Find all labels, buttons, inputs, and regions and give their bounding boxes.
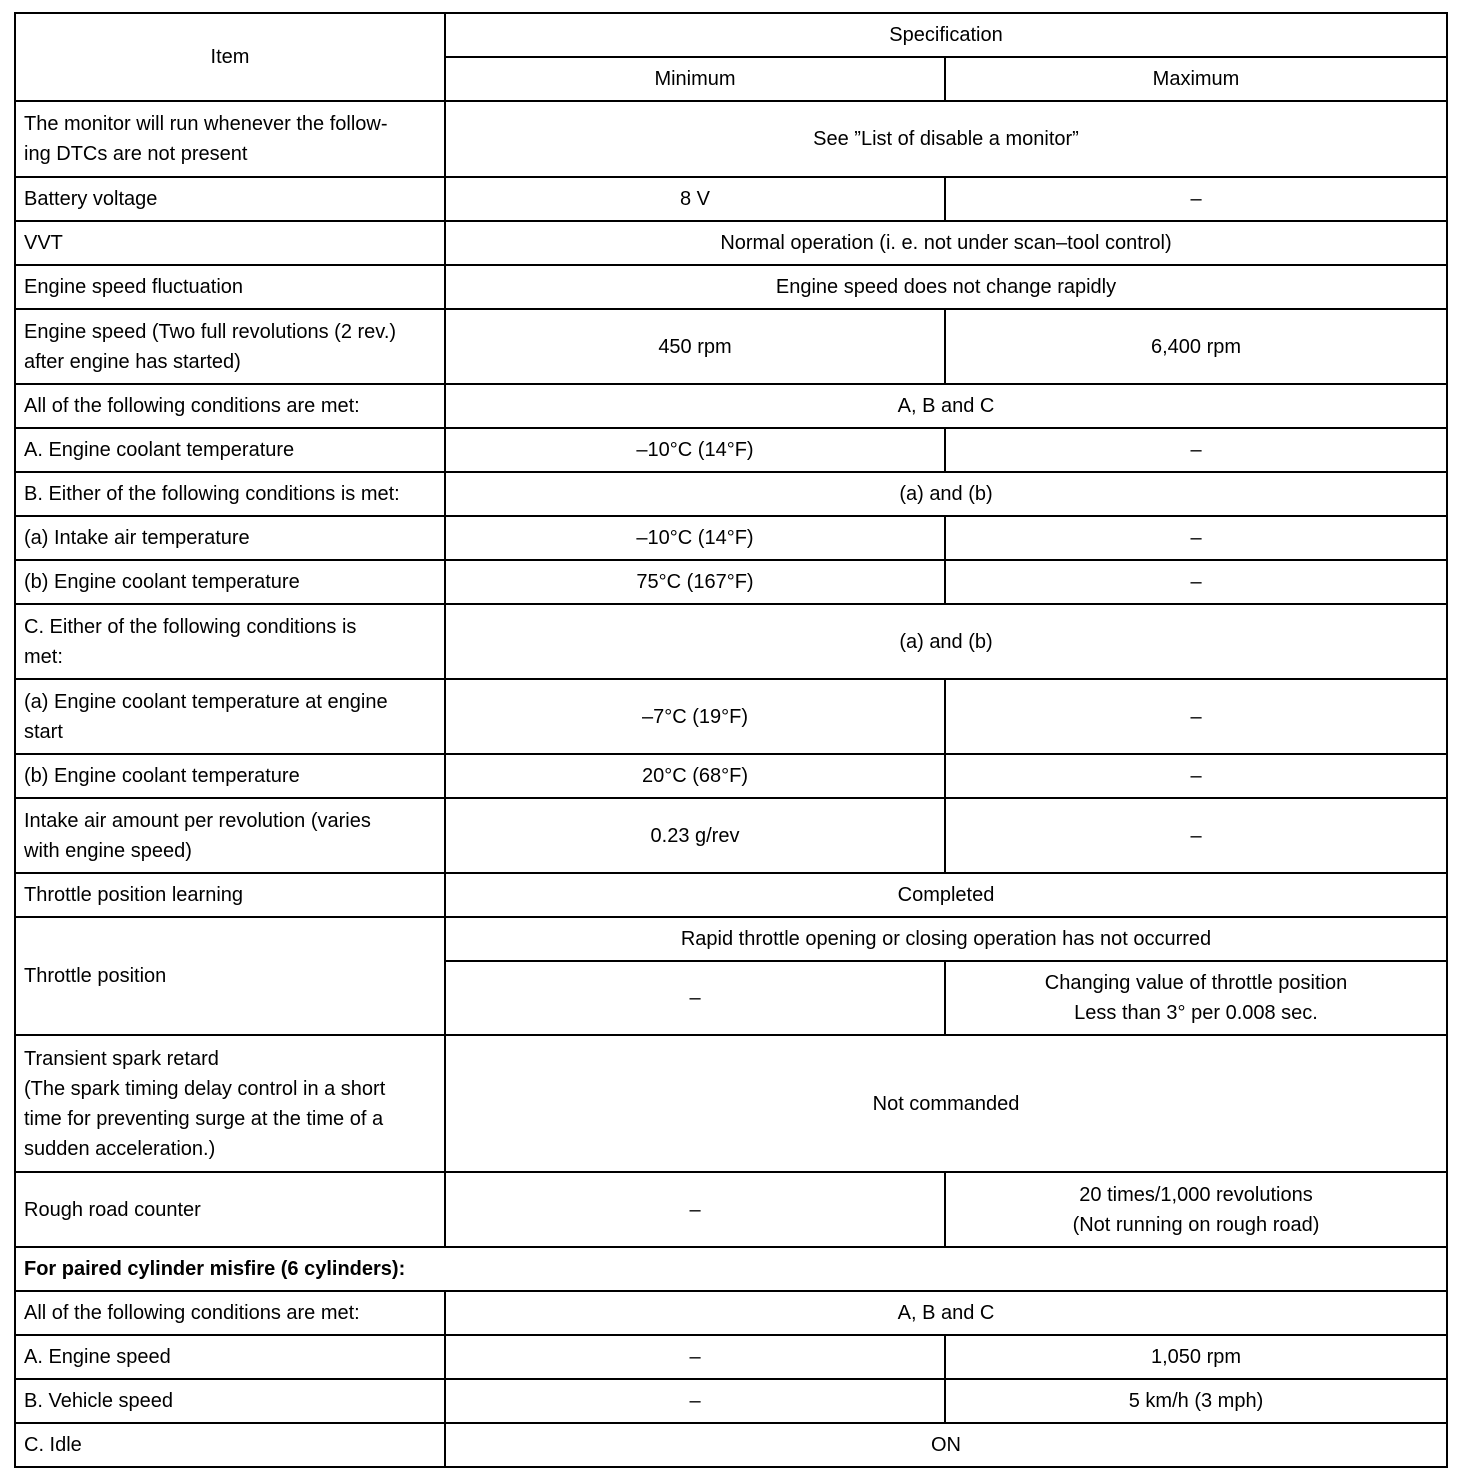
min-cell: – bbox=[445, 1335, 945, 1379]
max-cell: – bbox=[945, 798, 1447, 873]
table-row bbox=[15, 560, 1447, 604]
item-cell: B. Either of the following conditions is met: bbox=[15, 472, 445, 516]
header-item: Item bbox=[15, 13, 445, 101]
table-row bbox=[15, 1335, 1447, 1379]
item-cell: Throttle position bbox=[15, 917, 445, 1035]
table-row bbox=[15, 177, 1447, 221]
item-cell: B. Vehicle speed bbox=[15, 1379, 445, 1423]
spec-cell: (a) and (b) bbox=[445, 472, 1447, 516]
item-cell: Rough road counter bbox=[15, 1172, 445, 1247]
max-cell: 5 km/h (3 mph) bbox=[945, 1379, 1447, 1423]
item-cell: Engine speed fluctuation bbox=[15, 265, 445, 309]
table-row bbox=[15, 101, 1447, 177]
item-cell: A. Engine coolant temperature bbox=[15, 428, 445, 472]
min-cell: 20°C (68°F) bbox=[445, 754, 945, 798]
table-row bbox=[15, 1423, 1447, 1467]
min-cell: 0.23 g/rev bbox=[445, 798, 945, 873]
table-row bbox=[15, 917, 1447, 961]
max-cell: – bbox=[945, 754, 1447, 798]
spec-cell: Not commanded bbox=[445, 1035, 1447, 1172]
table-row bbox=[15, 428, 1447, 472]
header-specification: Specification bbox=[445, 13, 1447, 57]
table-row bbox=[15, 384, 1447, 428]
table-row bbox=[15, 679, 1447, 754]
max-cell: 6,400 rpm bbox=[945, 309, 1447, 384]
min-cell: 75°C (167°F) bbox=[445, 560, 945, 604]
min-cell: 8 V bbox=[445, 177, 945, 221]
table-row bbox=[15, 1291, 1447, 1335]
max-cell: 1,050 rpm bbox=[945, 1335, 1447, 1379]
item-cell: Battery voltage bbox=[15, 177, 445, 221]
table-row bbox=[15, 221, 1447, 265]
table-row bbox=[15, 1379, 1447, 1423]
table-row bbox=[15, 1172, 1447, 1247]
spec-cell: (a) and (b) bbox=[445, 604, 1447, 679]
table-row bbox=[15, 798, 1447, 873]
item-cell: The monitor will run whenever the follow- ing DTCs are not present bbox=[15, 101, 445, 177]
item-cell: Transient spark retard (The spark timing delay control in a short time for preventing surge at the time of a sudden acceleration.) bbox=[15, 1035, 445, 1172]
table-row bbox=[15, 1035, 1447, 1172]
spec-cell: A, B and C bbox=[445, 384, 1447, 428]
spec-cell: See ”List of disable a monitor” bbox=[445, 101, 1447, 177]
max-cell: – bbox=[945, 560, 1447, 604]
item-cell: Engine speed (Two full revolutions (2 rev.) after engine has started) bbox=[15, 309, 445, 384]
header-maximum: Maximum bbox=[945, 57, 1447, 101]
item-cell: C. Idle bbox=[15, 1423, 445, 1467]
section-heading: For paired cylinder misfire (6 cylinders): bbox=[15, 1247, 1447, 1291]
item-cell: All of the following conditions are met: bbox=[15, 1291, 445, 1335]
item-cell: All of the following conditions are met: bbox=[15, 384, 445, 428]
table-row bbox=[15, 309, 1447, 384]
item-cell: C. Either of the following conditions is met: bbox=[15, 604, 445, 679]
item-cell: (a) Engine coolant temperature at engine start bbox=[15, 679, 445, 754]
item-cell: (b) Engine coolant temperature bbox=[15, 560, 445, 604]
table-row bbox=[15, 604, 1447, 679]
max-cell: 20 times/1,000 revolutions (Not running on rough road) bbox=[945, 1172, 1447, 1247]
max-cell: – bbox=[945, 177, 1447, 221]
table-row bbox=[15, 472, 1447, 516]
item-cell: (a) Intake air temperature bbox=[15, 516, 445, 560]
spec-cell: Engine speed does not change rapidly bbox=[445, 265, 1447, 309]
min-cell: –10°C (14°F) bbox=[445, 428, 945, 472]
item-cell: Intake air amount per revolution (varies with engine speed) bbox=[15, 798, 445, 873]
item-cell: (b) Engine coolant temperature bbox=[15, 754, 445, 798]
spec-cell: ON bbox=[445, 1423, 1447, 1467]
min-cell: – bbox=[445, 1379, 945, 1423]
table-row bbox=[15, 754, 1447, 798]
table-row bbox=[15, 1247, 1447, 1291]
table-row bbox=[15, 516, 1447, 560]
header-row bbox=[15, 13, 1447, 57]
table-row bbox=[15, 873, 1447, 917]
min-cell: –7°C (19°F) bbox=[445, 679, 945, 754]
item-cell: A. Engine speed bbox=[15, 1335, 445, 1379]
max-cell: – bbox=[945, 679, 1447, 754]
spec-table bbox=[14, 12, 1448, 1468]
header-minimum: Minimum bbox=[445, 57, 945, 101]
spec-cell: Normal operation (i. e. not under scan–tool control) bbox=[445, 221, 1447, 265]
item-cell: VVT bbox=[15, 221, 445, 265]
table-row bbox=[15, 265, 1447, 309]
min-cell: –10°C (14°F) bbox=[445, 516, 945, 560]
spec-cell: A, B and C bbox=[445, 1291, 1447, 1335]
max-cell: – bbox=[945, 516, 1447, 560]
max-cell: – bbox=[945, 428, 1447, 472]
min-cell: – bbox=[445, 1172, 945, 1247]
spec-cell: Rapid throttle opening or closing operation has not occurred bbox=[445, 917, 1447, 961]
spec-cell: Completed bbox=[445, 873, 1447, 917]
item-cell: Throttle position learning bbox=[15, 873, 445, 917]
min-cell: – bbox=[445, 961, 945, 1035]
min-cell: 450 rpm bbox=[445, 309, 945, 384]
max-cell: Changing value of throttle position Less than 3° per 0.008 sec. bbox=[945, 961, 1447, 1035]
